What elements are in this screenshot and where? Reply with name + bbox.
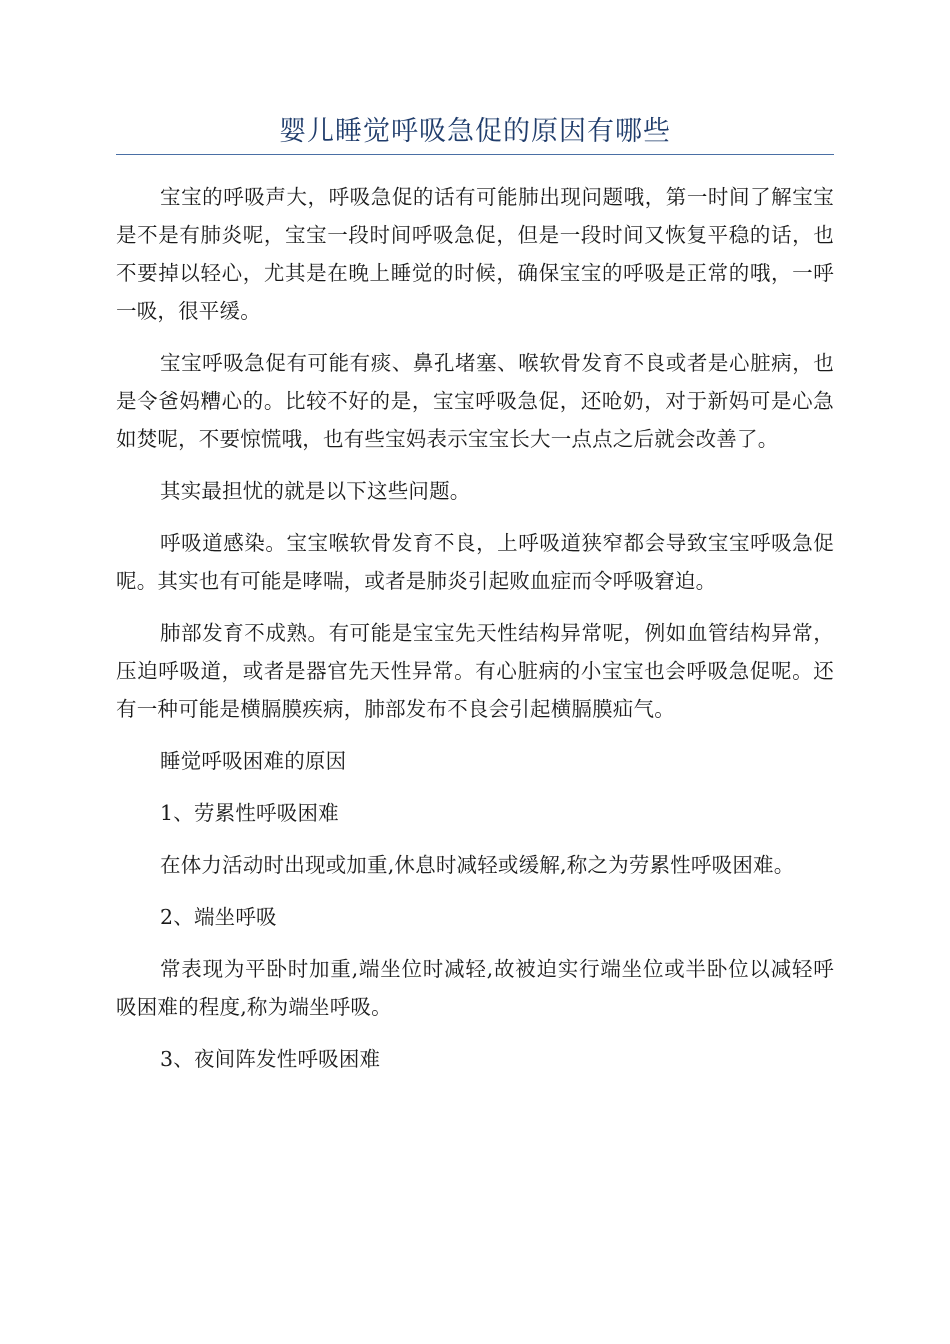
page-title: 婴儿睡觉呼吸急促的原因有哪些 — [279, 116, 671, 147]
paragraph-2: 宝宝呼吸急促有可能有痰、鼻孔堵塞、喉软骨发育不良或者是心脏病，也是令爸妈糟心的。比较不好的是，宝宝呼吸急促，还呛奶，对于新妈可是心急如焚呢，不要惊慌哦，也有些宝妈表示宝宝长大一点点之后就会改善了。 — [116, 351, 834, 451]
list-item-1-heading: 1、劳累性呼吸困难 — [160, 801, 339, 825]
paragraph-5: 肺部发育不成熟。有可能是宝宝先天性结构异常呢，例如血管结构异常，压迫呼吸道，或者是器官先天性异常。有心脏病的小宝宝也会呼吸急促呢。还有一种可能是横膈膜疾病，肺部发布不良会引起横膈膜疝气。 — [116, 621, 834, 721]
document-body — [116, 178, 834, 1092]
paragraph-4: 呼吸道感染。宝宝喉软骨发育不良，上呼吸道狭窄都会导致宝宝呼吸急促呢。其实也有可能是哮喘，或者是肺炎引起败血症而令呼吸窘迫。 — [116, 531, 834, 593]
list-item-1-text: 在体力活动时出现或加重,休息时减轻或缓解,称之为劳累性呼吸困难。 — [160, 853, 795, 877]
list-item-2-heading: 2、端坐呼吸 — [160, 905, 277, 929]
list-item-2-text: 常表现为平卧时加重,端坐位时减轻,故被迫实行端坐位或半卧位以减轻呼吸困难的程度,称为端坐呼吸。 — [116, 957, 834, 1019]
list-item-3-heading: 3、夜间阵发性呼吸困难 — [160, 1047, 381, 1071]
paragraph-3: 其实最担忧的就是以下这些问题。 — [160, 479, 471, 503]
paragraph-1: 宝宝的呼吸声大，呼吸急促的话有可能肺出现问题哦，第一时间了解宝宝是不是有肺炎呢，宝宝一段时间呼吸急促，但是一段时间又恢复平稳的话，也不要掉以轻心，尤其是在晚上睡觉的时候，确保宝宝的呼吸是正常的哦，一呼一吸，很平缓。 — [116, 185, 834, 323]
section-heading: 睡觉呼吸困难的原因 — [160, 749, 347, 773]
title-underline — [116, 154, 834, 155]
